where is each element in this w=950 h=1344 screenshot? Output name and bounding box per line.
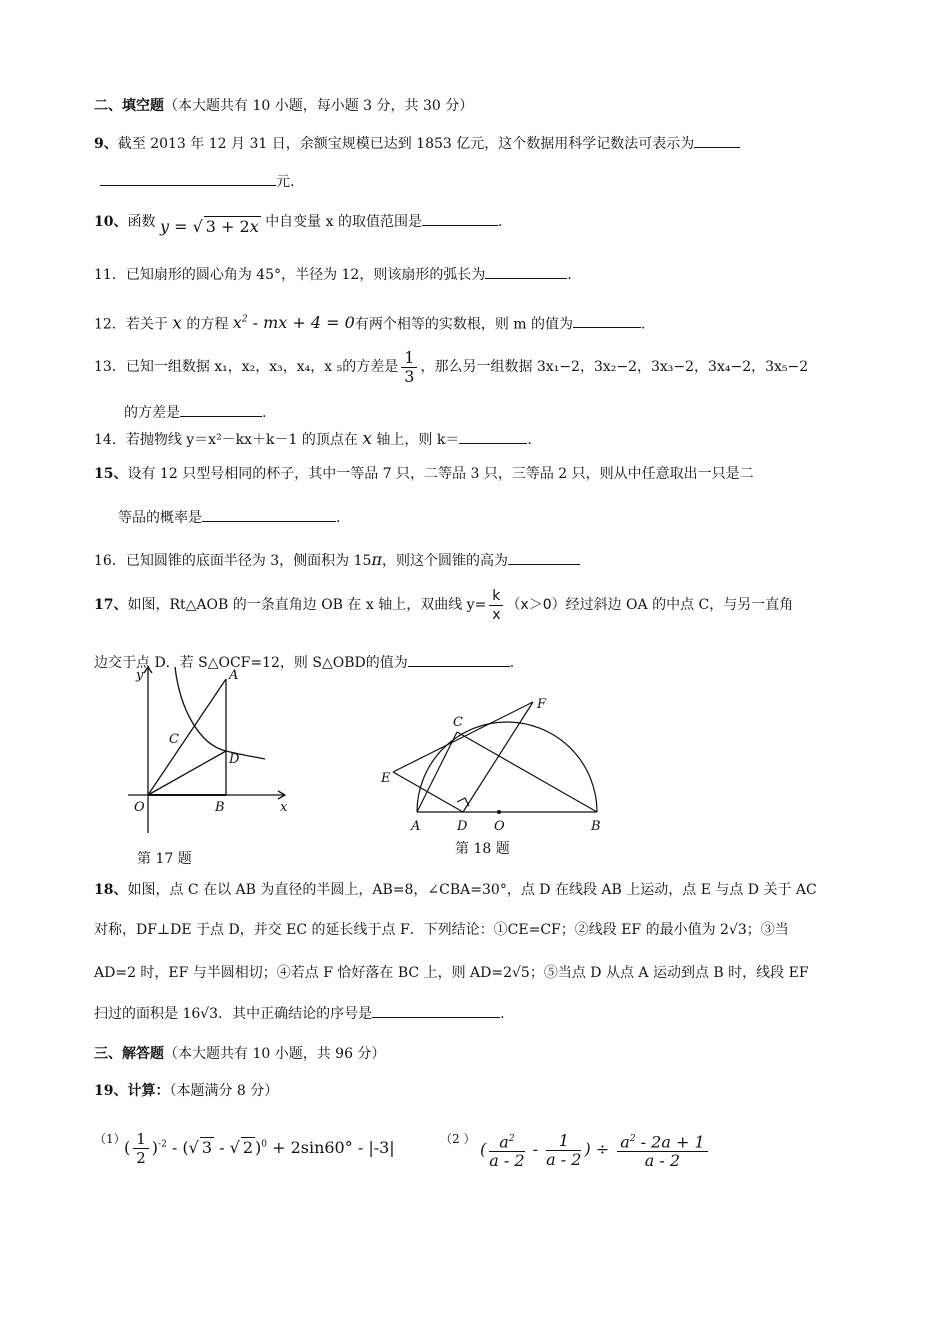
answer-blank	[459, 429, 527, 444]
label-C: C	[169, 732, 179, 747]
fraction-denominator: x	[492, 606, 501, 623]
answer-blank	[408, 652, 510, 667]
question-text: 等品的概率是	[118, 510, 202, 526]
section-note: （本大题共有 10 小题，每小题 3 分，共 30 分）	[164, 98, 474, 114]
question-text: 对称，DF⊥DE 于点 D，并交 EC 的延长线于点 F．下列结论：①CE=CF；②线段 EF 的最小值为 2√3；③当	[94, 922, 789, 938]
question-9	[94, 133, 740, 154]
fraction-numerator: k	[489, 587, 503, 606]
variance-fraction	[401, 349, 417, 386]
question-11	[94, 264, 572, 285]
label-A: A	[229, 668, 239, 683]
question-15	[94, 464, 754, 484]
question-title: 计算：	[127, 1083, 170, 1099]
answer-blank	[508, 550, 580, 565]
question-text: AD=2 时，EF 与半圆相切；④若点 F 恰好落在 BC 上，则 AD=2√5；⑤当点 D 从点 A 运动到点 B 时，线段 EF	[94, 965, 809, 981]
segment-ED	[393, 772, 463, 812]
question-13	[94, 347, 808, 387]
question-text: 边交于点 D．若 S△OCF=12，则 S△OBD的值为	[94, 655, 408, 671]
calc-2-label: （2 ）	[440, 1132, 476, 1146]
hyperbola-curve	[175, 667, 265, 759]
chord-CB	[457, 732, 597, 812]
hypotenuse-OA	[148, 679, 226, 795]
semicircle	[417, 722, 597, 812]
question-14	[94, 429, 532, 450]
answer-blank	[422, 211, 498, 226]
label-y: y	[136, 668, 144, 683]
label-D: D	[457, 819, 468, 834]
answer-blank	[100, 171, 276, 186]
question-note: （本题满分 8 分）	[169, 1083, 279, 1099]
figure-17	[120, 665, 300, 840]
unit-text: 元.	[276, 174, 295, 190]
calc-1-expression: ( $\frac{1}{2}$ )$^{-2}$ - (√ 3 - √ 2 )$^0$ + 2sin60° - |-3|	[124, 1130, 395, 1167]
question-18-line3	[94, 963, 809, 983]
section-2-heading	[94, 96, 473, 116]
segment-DF	[463, 702, 533, 812]
period: .	[500, 1006, 505, 1022]
label-F: F	[537, 697, 547, 712]
calc-1-label: （1）	[94, 1132, 126, 1146]
section-title: 二、填空题	[94, 98, 164, 114]
figure-18	[375, 690, 615, 840]
question-text: ，则这个圆锥的高为	[381, 553, 508, 569]
label-C: C	[453, 715, 463, 730]
question-text: 如图，点 C 在以 AB 为直径的半圆上，AB=8，∠CBA=30°，点 D 在线段 AB 上运动，点 E 与点 D 关于 AC	[127, 882, 817, 898]
question-18-line2	[94, 920, 789, 940]
calc-2-expression: ( $\frac{a^2}{a - 2}$ - $\frac{1}{a - 2}$ ) ÷ $\frac{a^2 - 2a + 1}{a - 2}$	[480, 1130, 711, 1170]
question-18	[94, 880, 817, 900]
question-number: 15、	[94, 466, 128, 482]
question-text: 12．若关于	[94, 316, 168, 333]
question-10	[94, 210, 503, 236]
question-text: 13．已知一组数据 x₁，x₂，x₃，x₄，x ₅的方差是	[94, 359, 399, 375]
variable-x: x	[362, 429, 372, 449]
period: .	[262, 405, 267, 421]
center-point	[497, 810, 501, 814]
question-text: 扫过的面积是 16√3．其中正确结论的序号是	[94, 1006, 373, 1022]
label-E: E	[381, 771, 391, 786]
label-A: A	[411, 819, 421, 834]
question-17	[94, 585, 793, 625]
label-D: D	[229, 752, 240, 767]
section-3-heading	[94, 1044, 385, 1064]
question-19	[94, 1081, 278, 1101]
chord-AC	[417, 732, 457, 812]
question-text: 函数	[127, 214, 156, 230]
label-O: O	[494, 819, 505, 834]
label-B: B	[215, 800, 225, 815]
figure-17-caption: 第 17 题	[137, 851, 192, 867]
fraction-numerator: 1	[401, 349, 417, 368]
answer-blank	[180, 402, 262, 417]
question-9-line2	[100, 171, 294, 192]
question-text: 经过斜边 OA 的中点 C，与另一直角	[565, 597, 794, 613]
label-B: B	[591, 819, 601, 834]
question-13-line2	[124, 402, 266, 423]
period: .	[567, 267, 572, 283]
condition: （x＞0）	[506, 597, 566, 613]
hyperbola-fraction	[489, 587, 503, 624]
question-number: 17、	[94, 597, 128, 613]
line-EF	[393, 702, 533, 772]
section-note: （本大题共有 10 小题，共 96 分）	[164, 1046, 386, 1062]
question-text: 16．已知圆锥的底面半径为 3，侧面积为 15	[94, 553, 372, 569]
answer-blank	[573, 313, 641, 328]
question-15-line2	[118, 507, 340, 528]
question-18-line4	[94, 1003, 505, 1024]
question-number: 10、	[94, 214, 128, 230]
segment-OD	[148, 751, 226, 795]
equation: $x^2$ - mx + 4 = 0	[232, 313, 355, 333]
answer-blank	[485, 264, 567, 279]
question-text: 14．若抛物线 y＝x²－kx＋k－1 的顶点在	[94, 432, 358, 448]
period: .	[509, 655, 515, 671]
question-text: 11．已知扇形的圆心角为 45°，半径为 12，则该扇形的弧长为	[94, 267, 486, 283]
figure-18-caption: 第 18 题	[455, 841, 510, 857]
question-text: 中自变量 x 的取值范围是	[265, 214, 422, 230]
question-text: 设有 12 只型号相同的杯子，其中一等品 7 只，二等品 3 只，三等品 2 只，则从中任意取出一只是二	[127, 466, 754, 482]
label-O: O	[134, 800, 145, 815]
answer-blank	[372, 1003, 500, 1018]
question-text: 的方差是	[124, 405, 180, 421]
section-title: 三、解答题	[94, 1046, 164, 1062]
question-text: 截至 2013 年 12 月 31 日，余额宝规模已达到 1853 亿元，这个数据用科学记数法可表示为	[117, 136, 695, 152]
question-number: 9、	[94, 136, 118, 152]
label-x: x	[280, 800, 288, 815]
question-text: 有两个相等的实数根，则 m 的值为	[354, 316, 574, 333]
answer-blank	[202, 507, 336, 522]
question-number: 19、	[94, 1083, 128, 1099]
period: .	[497, 214, 503, 230]
function-formula: y = √ 3 + 2x	[159, 217, 259, 236]
question-number: 18、	[94, 882, 128, 898]
period: .	[527, 432, 532, 448]
answer-blank	[694, 133, 740, 148]
question-text: 如图，Rt△AOB 的一条直角边 OB 在 x 轴上，双曲线 y=	[127, 597, 487, 613]
question-text: ，那么另一组数据 3x₁−2，3x₂−2，3x₃−2，3x₄−2，3x₅−2	[420, 359, 809, 375]
question-text: 轴上，则 k＝	[376, 432, 460, 448]
question-text: 的方程	[186, 316, 229, 333]
variable-x: x	[172, 313, 182, 334]
question-12	[94, 310, 645, 334]
fraction-denominator: 3	[404, 366, 415, 386]
period: .	[641, 316, 646, 333]
period: .	[336, 510, 341, 526]
question-16	[94, 550, 580, 571]
pi-symbol: π	[371, 550, 382, 569]
